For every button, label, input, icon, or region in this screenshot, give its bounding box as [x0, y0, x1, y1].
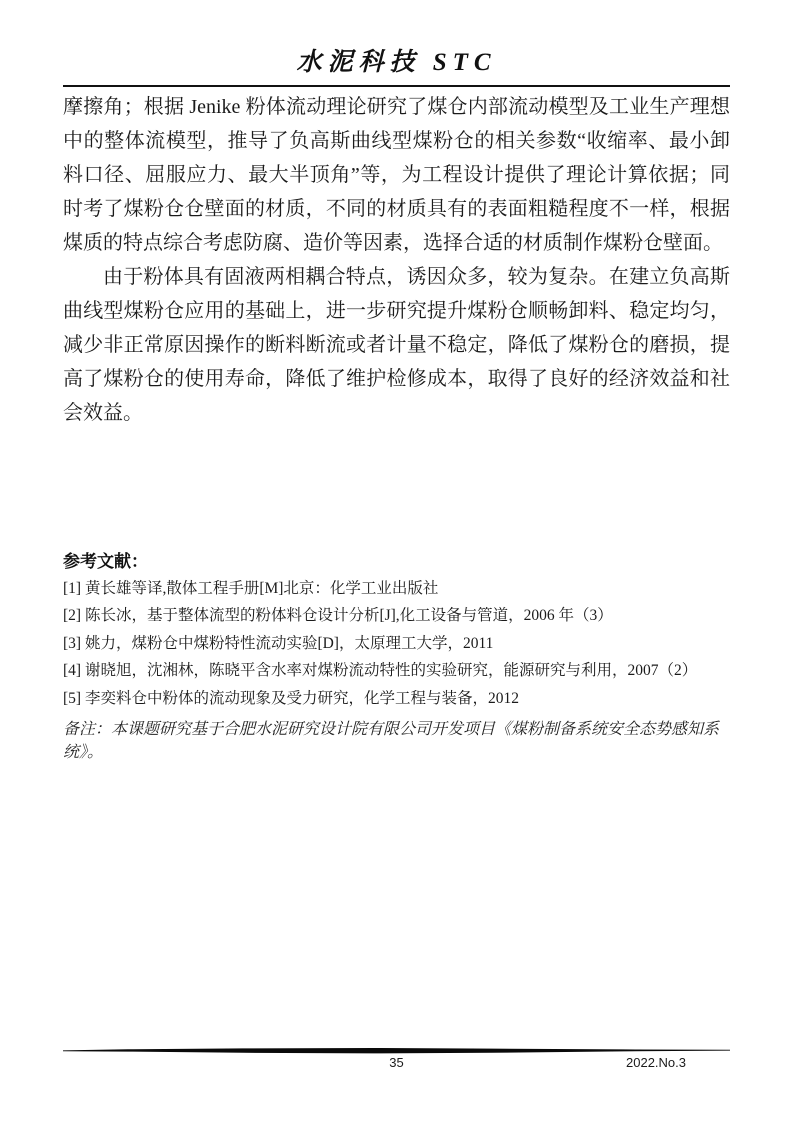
references-heading: 参考文献：	[63, 552, 148, 571]
reference-item-2: [2] 陈长冰，基于整体流型的粉体料仓设计分析[J],化工设备与管道，2006 年（3）	[63, 607, 613, 625]
page-number: 35	[389, 1055, 404, 1070]
issue-label: 2022.No.3	[626, 1055, 686, 1070]
reference-item-3: [3] 姚力，煤粉仓中煤粉特性流动实验[D]，太原理工大学，2011	[63, 634, 494, 652]
article-body	[63, 90, 730, 430]
journal-header-title: 水泥科技 STC	[296, 49, 497, 76]
reference-item-1: [1] 黄长雄等译,散体工程手册[M]北京：化学工业出版社	[63, 580, 439, 597]
header-rule	[63, 85, 730, 87]
footer-rule	[63, 1047, 730, 1055]
body-paragraph-2: 由于粉体具有固液两相耦合特点，诱因众多，较为复杂。在建立负高斯曲线型煤粉仓应用的基础上，进一步研究提升煤粉仓顺畅卸料、稳定均匀，减少非正常原因操作的断料断流或者计量不稳定，降低了煤粉仓的磨损，提高了煤粉仓的使用寿命，降低了维护检修成本，取得了良好的经济效益和社会效益。	[63, 266, 730, 424]
reference-item-4: [4] 谢晓旭，沈湘林，陈晓平含水率对煤粉流动特性的实验研究，能源研究与利用，2007（2）	[63, 662, 698, 680]
references-list	[63, 575, 730, 712]
reference-item-5: [5] 李奕料仓中粉体的流动现象及受力研究，化学工程与装备，2012	[63, 689, 519, 707]
note-line: 备注：本课题研究基于合肥水泥研究设计院有限公司开发项目《煤粉制备系统安全态势感知系统》。	[63, 721, 720, 761]
body-paragraph-1: 摩擦角；根据 Jenike 粉体流动理论研究了煤仓内部流动模型及工业生产理想中的整体流模型，推导了负高斯曲线型煤粉仓的相关参数“收缩率、最小卸料口径、屈服应力、最大半顶角”等，为工程设计提供了理论计算依据；同时考了煤粉仓仓壁面的材质，不同的材质具有的表面粗糙程度不一样，根据煤质的特点综合考虑防腐、造价等因素，选择合适的材质制作煤粉仓壁面。	[63, 96, 730, 254]
